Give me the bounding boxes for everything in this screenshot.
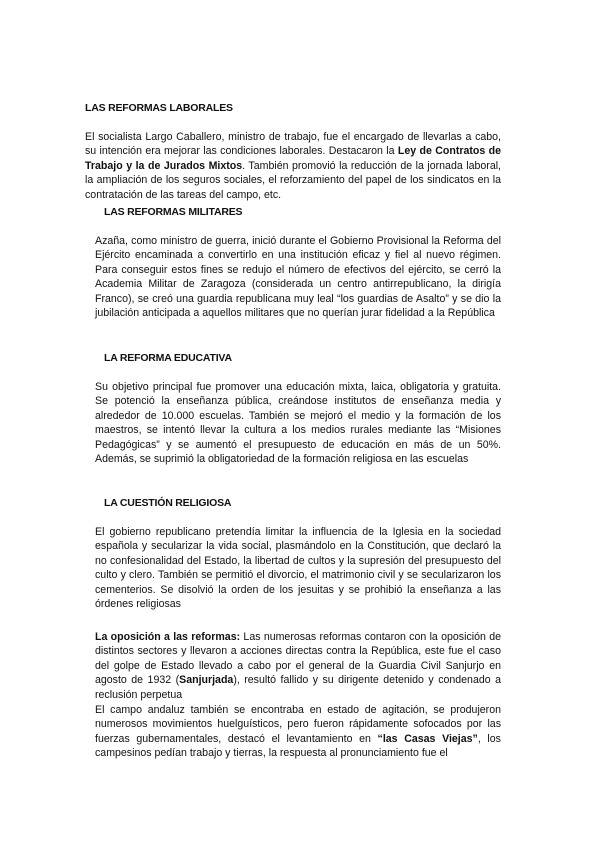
paragraph-reforma-educativa: Su objetivo principal fue promover una educación mixta, laica, obligatoria y gratuita. Se potenció la enseñanza pública, creándose institutos de enseñanza media y alrededor de 10.000 escuelas. También se mejoró el medio y la formación de los maestros, se intentó llevar la cultura a los medios rurales mediante las “Misiones Pedagógicas” y se aumentó el presupuesto de educación en más de un 50%. Además, se suprimió la obligatoriedad de la formación religiosa en las escuelas xyxy=(95,381,501,466)
paragraph-campo-andaluz xyxy=(95,703,501,761)
heading-reformas-laborales: LAS REFORMAS LABORALES xyxy=(85,102,233,114)
paragraph-oposicion-reformas xyxy=(95,630,501,702)
paragraph-reformas-militares: Azaña, como ministro de guerra, inició durante el Gobierno Provisional la Reforma del Ejército encaminada a convertirlo en una institución eficaz y fiel al nuevo régimen. Para conseguir estos fines se redujo el número de efectivos del ejército, se cerró la Academia Militar de Zaragoza (considerada un centro antirrepublicano, la dirigía Franco), se creó una guardia republicana muy leal “los guardias de Asalto” y se dio la jubilación anticipada a aquellos militares que no querían jurar fidelidad a la República xyxy=(95,235,501,320)
heading-reformas-militares: LAS REFORMAS MILITARES xyxy=(104,206,243,218)
paragraph-reformas-laborales xyxy=(85,130,501,202)
heading-cuestion-religiosa: LA CUESTIÓN RELIGIOSA xyxy=(104,497,232,509)
text-oposicion-1: Las numerosas reformas contaron con la oposición de distintos sectores y llevaron a acciones directas contra la República, este fue el caso del golpe de Estado llevado a cabo por el general de la Guardia Civil Sanjurjo en agosto de 1932 ( xyxy=(95,631,501,687)
text-campo-2: , los campesinos pedían trabajo y tierras, la respuesta al pronunciamiento fue el xyxy=(95,732,501,760)
bold-casas-viejas: “las Casas Viejas” xyxy=(377,732,478,745)
text-campo-1: El campo andaluz también se encontraba en estado de agitación, se produjeron numerosos movimientos huelguísticos, pero fueron rápidamente sofocados por las fuerzas gubernamentales, destacó el levantamiento en xyxy=(95,704,501,745)
bold-oposicion-label: La oposición a las reformas: xyxy=(95,631,241,643)
text-laborales-1: El socialista Largo Caballero, ministro de trabajo, fue el encargado de llevarlas a cabo, su intención era mejorar las condiciones laborales. Destacaron la xyxy=(85,131,501,158)
bold-sanjurjada: Sanjurjada xyxy=(179,674,234,687)
bold-ley-contratos: Ley de Contratos de Trabajo y la de Jurados Mixtos xyxy=(85,145,501,172)
text-oposicion-2: ), resultó fallido y su dirigente detenido y condenado a reclusión perpetua xyxy=(95,674,502,701)
paragraph-cuestion-religiosa: El gobierno republicano pretendía limitar la influencia de la Iglesia en la sociedad española y secularizar la vida social, plasmándolo en la Constitución, que declaró la no confesionalidad del Estado, la libertad de cultos y la supresión del presupuesto del culto y clero. También se permitió el divorcio, el matrimonio civil y se secularizaron los cementerios. Se disolvió la orden de los jesuitas y se prohibió la enseñanza a las órdenes religiosas xyxy=(95,526,501,611)
text-laborales-2: . También promovió la reducción de la jornada laboral, la ampliación de los seguros sociales, el reforzamiento del papel de los sindicatos en la contratación de las tareas del campo, etc. xyxy=(85,159,502,201)
heading-reforma-educativa: LA REFORMA EDUCATIVA xyxy=(104,352,232,364)
